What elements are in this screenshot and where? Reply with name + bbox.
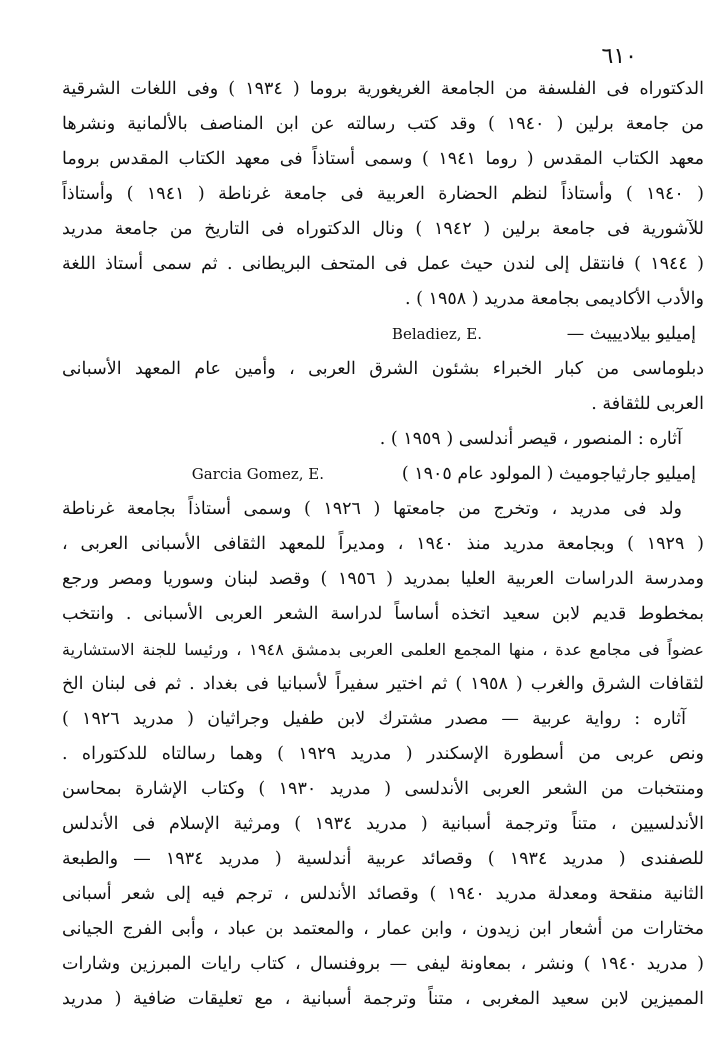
text-line: والأدب الأكاديمى بجامعة مدريد ( ١٩٥٨ ) . xyxy=(405,289,704,309)
entry-name-latin: Garcia Gomez, E. xyxy=(191,465,324,483)
text-line: من جامعة برلين ( ١٩٤٠ ) وقد كتب رسالته عن ابن المناصف بالألمانية ونشرها xyxy=(62,114,704,134)
text-line: العربى للثقافة . xyxy=(591,394,704,414)
text-line: الدكتوراه فى الفلسفة من الجامعة الغريغورية بروما ( ١٩٣٤ ) وفى اللغات الشرقية xyxy=(62,79,704,99)
entry-name-latin: Beladiez, E. xyxy=(391,325,482,343)
text-line: لثقافات الشرق والغرب ( ١٩٥٨ ) ثم اختير سفيراً لأسبانيا فى بغداد . ثم فى لبنان الخ xyxy=(62,674,704,694)
text-line: معهد الكتاب المقدس ( روما ١٩٤١ ) وسمى أستاذاً فى معهد الكتاب المقدس بروما xyxy=(62,149,704,169)
works-line: المميزين لابن سعيد المغربى ، متناً وترجمة أسبانية ، مع تعليقات ضافية ( مدريد xyxy=(62,989,704,1009)
continuation-paragraph xyxy=(62,72,704,317)
works-line: مختارات من أشعار ابن زيدون ، وابن عمار ، والمعتمد بن عباد ، وأبى الفرج الجيانى xyxy=(62,919,704,939)
page-number: ٦١٠ xyxy=(601,44,637,69)
entry-name-arabic: إميليو جارثياجوميث ( المولود عام ١٩٠٥ ) xyxy=(401,464,696,484)
works-line: ومنتخبات من الشعر العربى الأندلسى ( مدريد ١٩٣٠ ) وكتاب الإشارة بمحاسن xyxy=(62,779,704,799)
works-line: الأندلسيين ، متناً وترجمة أسبانية ( مدريد ١٩٣٤ ) ومرثية الإسلام فى الأندلس xyxy=(62,814,704,834)
text-line: ( ١٩٤٠ ) وأستاذاً لنظم الحضارة العربية فى جامعة غرناطة ( ١٩٤١ ) وأستاذاً xyxy=(62,184,704,204)
entry-garcia-gomez xyxy=(62,457,704,1017)
works-line: آثاره : رواية عربية — مصدر مشترك لابن طفيل وجراثيان ( مدريد ١٩٢٦ ) xyxy=(62,709,686,729)
entry-beladiez xyxy=(62,317,704,457)
text-line: ( ١٩٢٩ ) وبجامعة مدريد منذ ١٩٤٠ ، ومديراً للمعهد الثقافى الأسبانى العربى ، xyxy=(62,534,704,554)
text-line: للآشورية فى جامعة برلين ( ١٩٤٢ ) ونال الدكتوراه فى التاريخ من جامعة مدريد xyxy=(62,219,704,239)
works-line: الثانية منقحة ومعدلة مدريد ١٩٤٠ ) وقصائد الأندلس ، ترجم فيه إلى شعر أسبانى xyxy=(62,884,704,904)
works-line: للصفندى ( مدريد ١٩٣٤ ) وقصائد عربية أندلسية ( مدريد ١٩٣٤ — والطبعة xyxy=(62,849,704,869)
works-line: ( مدريد ١٩٤٠ ) ونشر ، بمعاونة ليفى — بروفنسال ، كتاب رايات المبرزين وشارات xyxy=(62,954,704,974)
works-line: آثاره : المنصور ، قيصر أندلسى ( ١٩٥٩ ) . xyxy=(379,429,682,449)
entry-heading xyxy=(62,457,704,492)
text-column xyxy=(62,72,704,1017)
text-line: عضواً فى مجامع عدة ، منها المجمع العلمى العربى بدمشق ١٩٤٨ ، ورئيسا للجنة الاستشارية xyxy=(62,640,704,659)
works-line: ونص عربى من أسطورة الإسكندر ( مدريد ١٩٢٩ ) وهما رسالتاه للدكتوراه . xyxy=(62,744,704,764)
text-line: ( ١٩٤٤ ) فانتقل إلى لندن حيث عمل فى المتحف البريطانى . ثم سمى أستاذ اللغة xyxy=(62,254,704,274)
entry-name-arabic: إميليو بيلاديييث — xyxy=(566,324,696,344)
text-line: بمخطوط قديم لابن سعيد اتخذه أساساً لدراسة الشعر العربى الأسبانى . وانتخب xyxy=(62,604,704,624)
text-line: ولد فى مدريد ، وتخرج من جامعتها ( ١٩٢٦ ) وسمى أستاذاً بجامعة غرناطة xyxy=(62,499,682,519)
text-line: ومدرسة الدراسات العربية العليا بمدريد ( ١٩٥٦ ) وقصد لبنان وسوريا ومصر ورجع xyxy=(62,569,704,589)
text-line: دبلوماسى من كبار الخبراء بشئون الشرق العربى ، وأمين عام المعهد الأسبانى xyxy=(62,359,704,379)
entry-heading xyxy=(62,317,704,352)
